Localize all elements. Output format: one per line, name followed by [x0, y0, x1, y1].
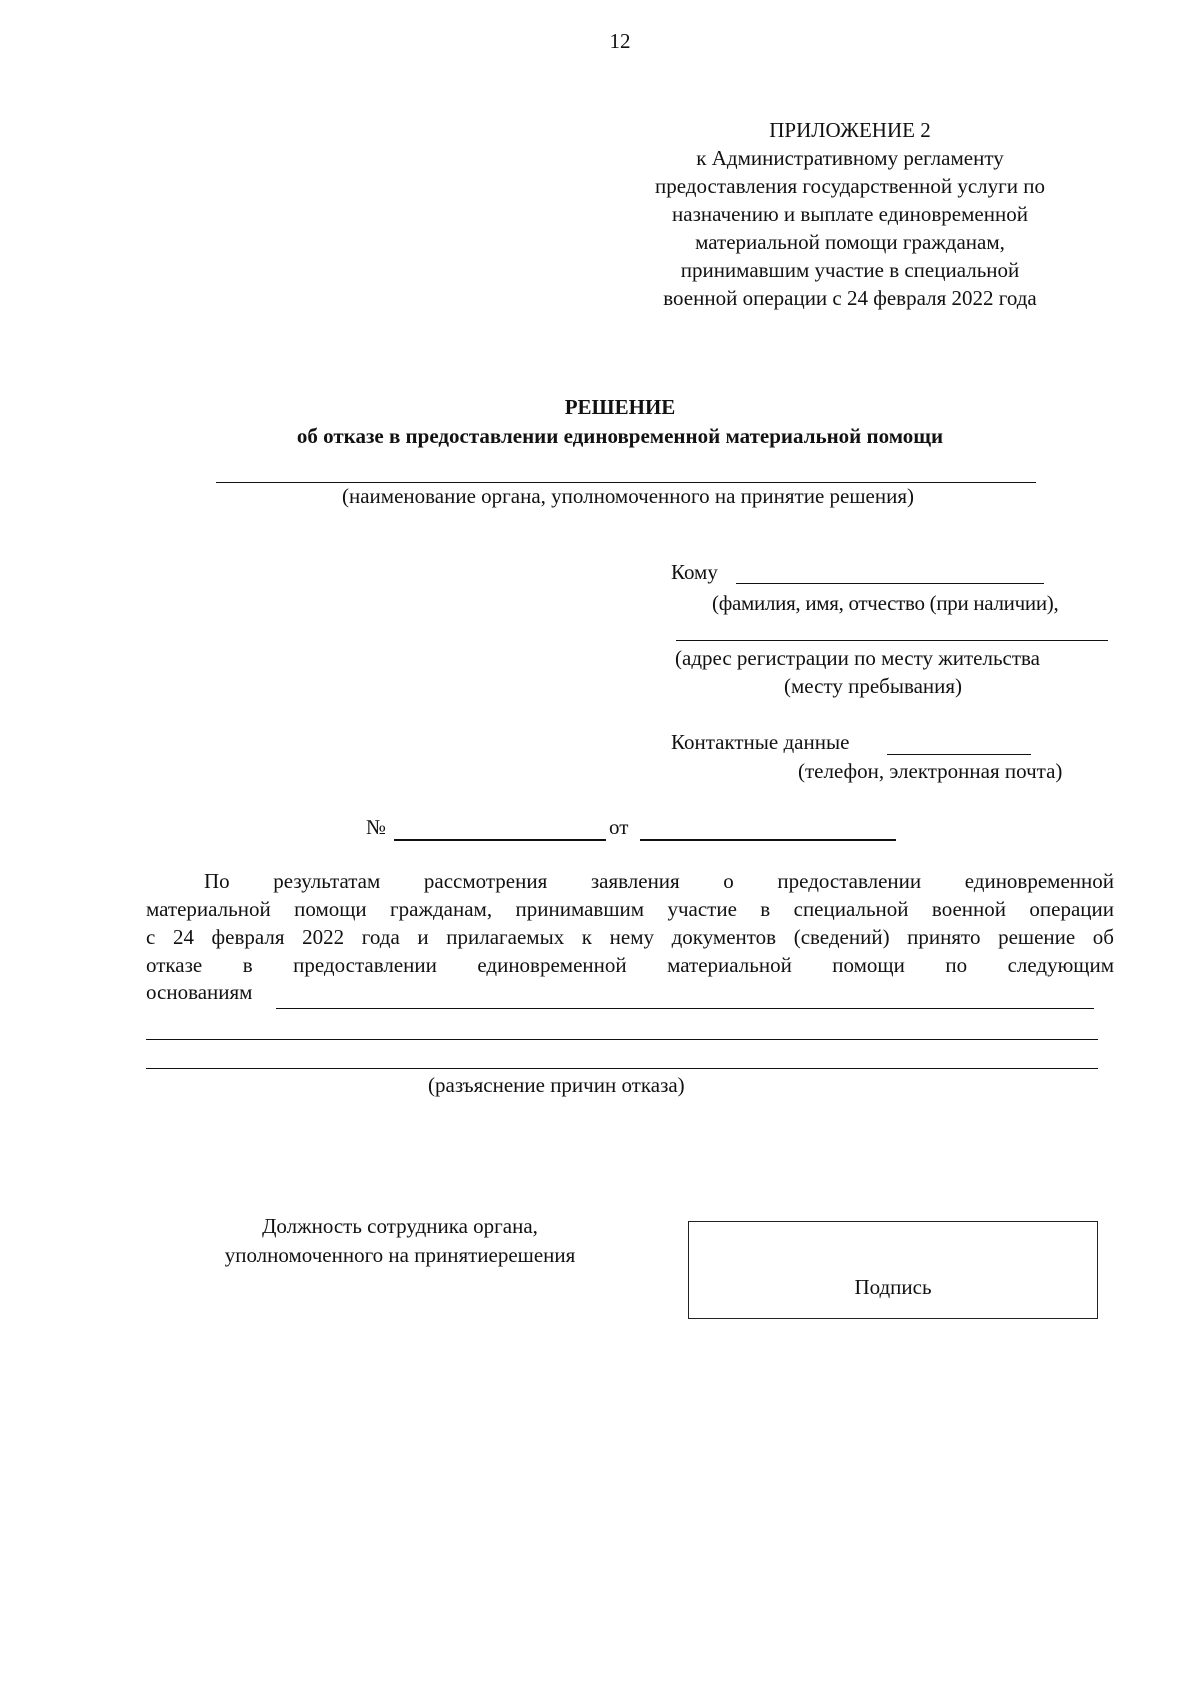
decision-subtitle: об отказе в предоставлении единовременной материальной помощи — [296, 424, 944, 448]
position-line-1: Должность сотрудника органа, — [262, 1214, 538, 1238]
body-line: материальной помощи гражданам, принимавшим участие в специальной военной операции — [146, 897, 1114, 921]
number-line[interactable] — [394, 839, 606, 841]
annex-line: предоставления государственной услуги по — [655, 174, 1045, 198]
signature-label: Подпись — [854, 1275, 932, 1299]
body-line: с 24 февраля 2022 года и прилагаемых к нему документов (сведений) принято решение об — [146, 925, 1114, 949]
contacts-label: Контактные данные — [671, 730, 850, 754]
body-line: отказе в предоставлении единовременной материальной помощи по следующим — [146, 953, 1114, 977]
address-line[interactable] — [676, 640, 1108, 641]
decision-title: РЕШЕНИЕ — [564, 395, 676, 419]
position-line-2: уполномоченного на принятиерешения — [224, 1243, 576, 1267]
grounds-line-2[interactable] — [146, 1039, 1098, 1040]
annex-line: к Административному регламенту — [696, 146, 1004, 170]
body-line: По результатам рассмотрения заявления о предоставлении единовременной — [204, 869, 1114, 893]
annex-line: материальной помощи гражданам, — [695, 230, 1005, 254]
name-caption: (фамилия, имя, отчество (при наличии), — [712, 591, 1059, 615]
annex-line: военной операции с 24 февраля 2022 года — [663, 286, 1037, 310]
recipient-name-line[interactable] — [736, 583, 1044, 584]
reasons-caption: (разъяснение причин отказа) — [428, 1073, 685, 1097]
body-paragraph — [146, 867, 1114, 979]
signature-box[interactable] — [688, 1221, 1098, 1319]
contacts-caption: (телефон, электронная почта) — [798, 759, 1063, 783]
page-number: 12 — [609, 29, 631, 53]
contacts-line[interactable] — [887, 754, 1031, 755]
annex-title: ПРИЛОЖЕНИЕ 2 — [769, 118, 931, 142]
address-caption-1: (адрес регистрации по месту жительства — [675, 646, 1040, 670]
annex-line: принимавшим участие в специальной — [680, 258, 1020, 282]
number-label: № — [366, 815, 387, 839]
address-caption-2: (месту пребывания) — [784, 674, 963, 698]
annex-line: назначению и выплате единовременной — [672, 202, 1028, 226]
date-label: от — [609, 815, 629, 839]
grounds-line-1[interactable] — [276, 1008, 1094, 1009]
grounds-line-3[interactable] — [146, 1068, 1098, 1069]
annex-header — [600, 116, 1100, 312]
grounds-label: основаниям — [146, 980, 253, 1004]
to-label: Кому — [671, 560, 718, 584]
date-line[interactable] — [640, 839, 896, 841]
authority-caption: (наименование органа, уполномоченного на принятие решения) — [342, 484, 914, 508]
